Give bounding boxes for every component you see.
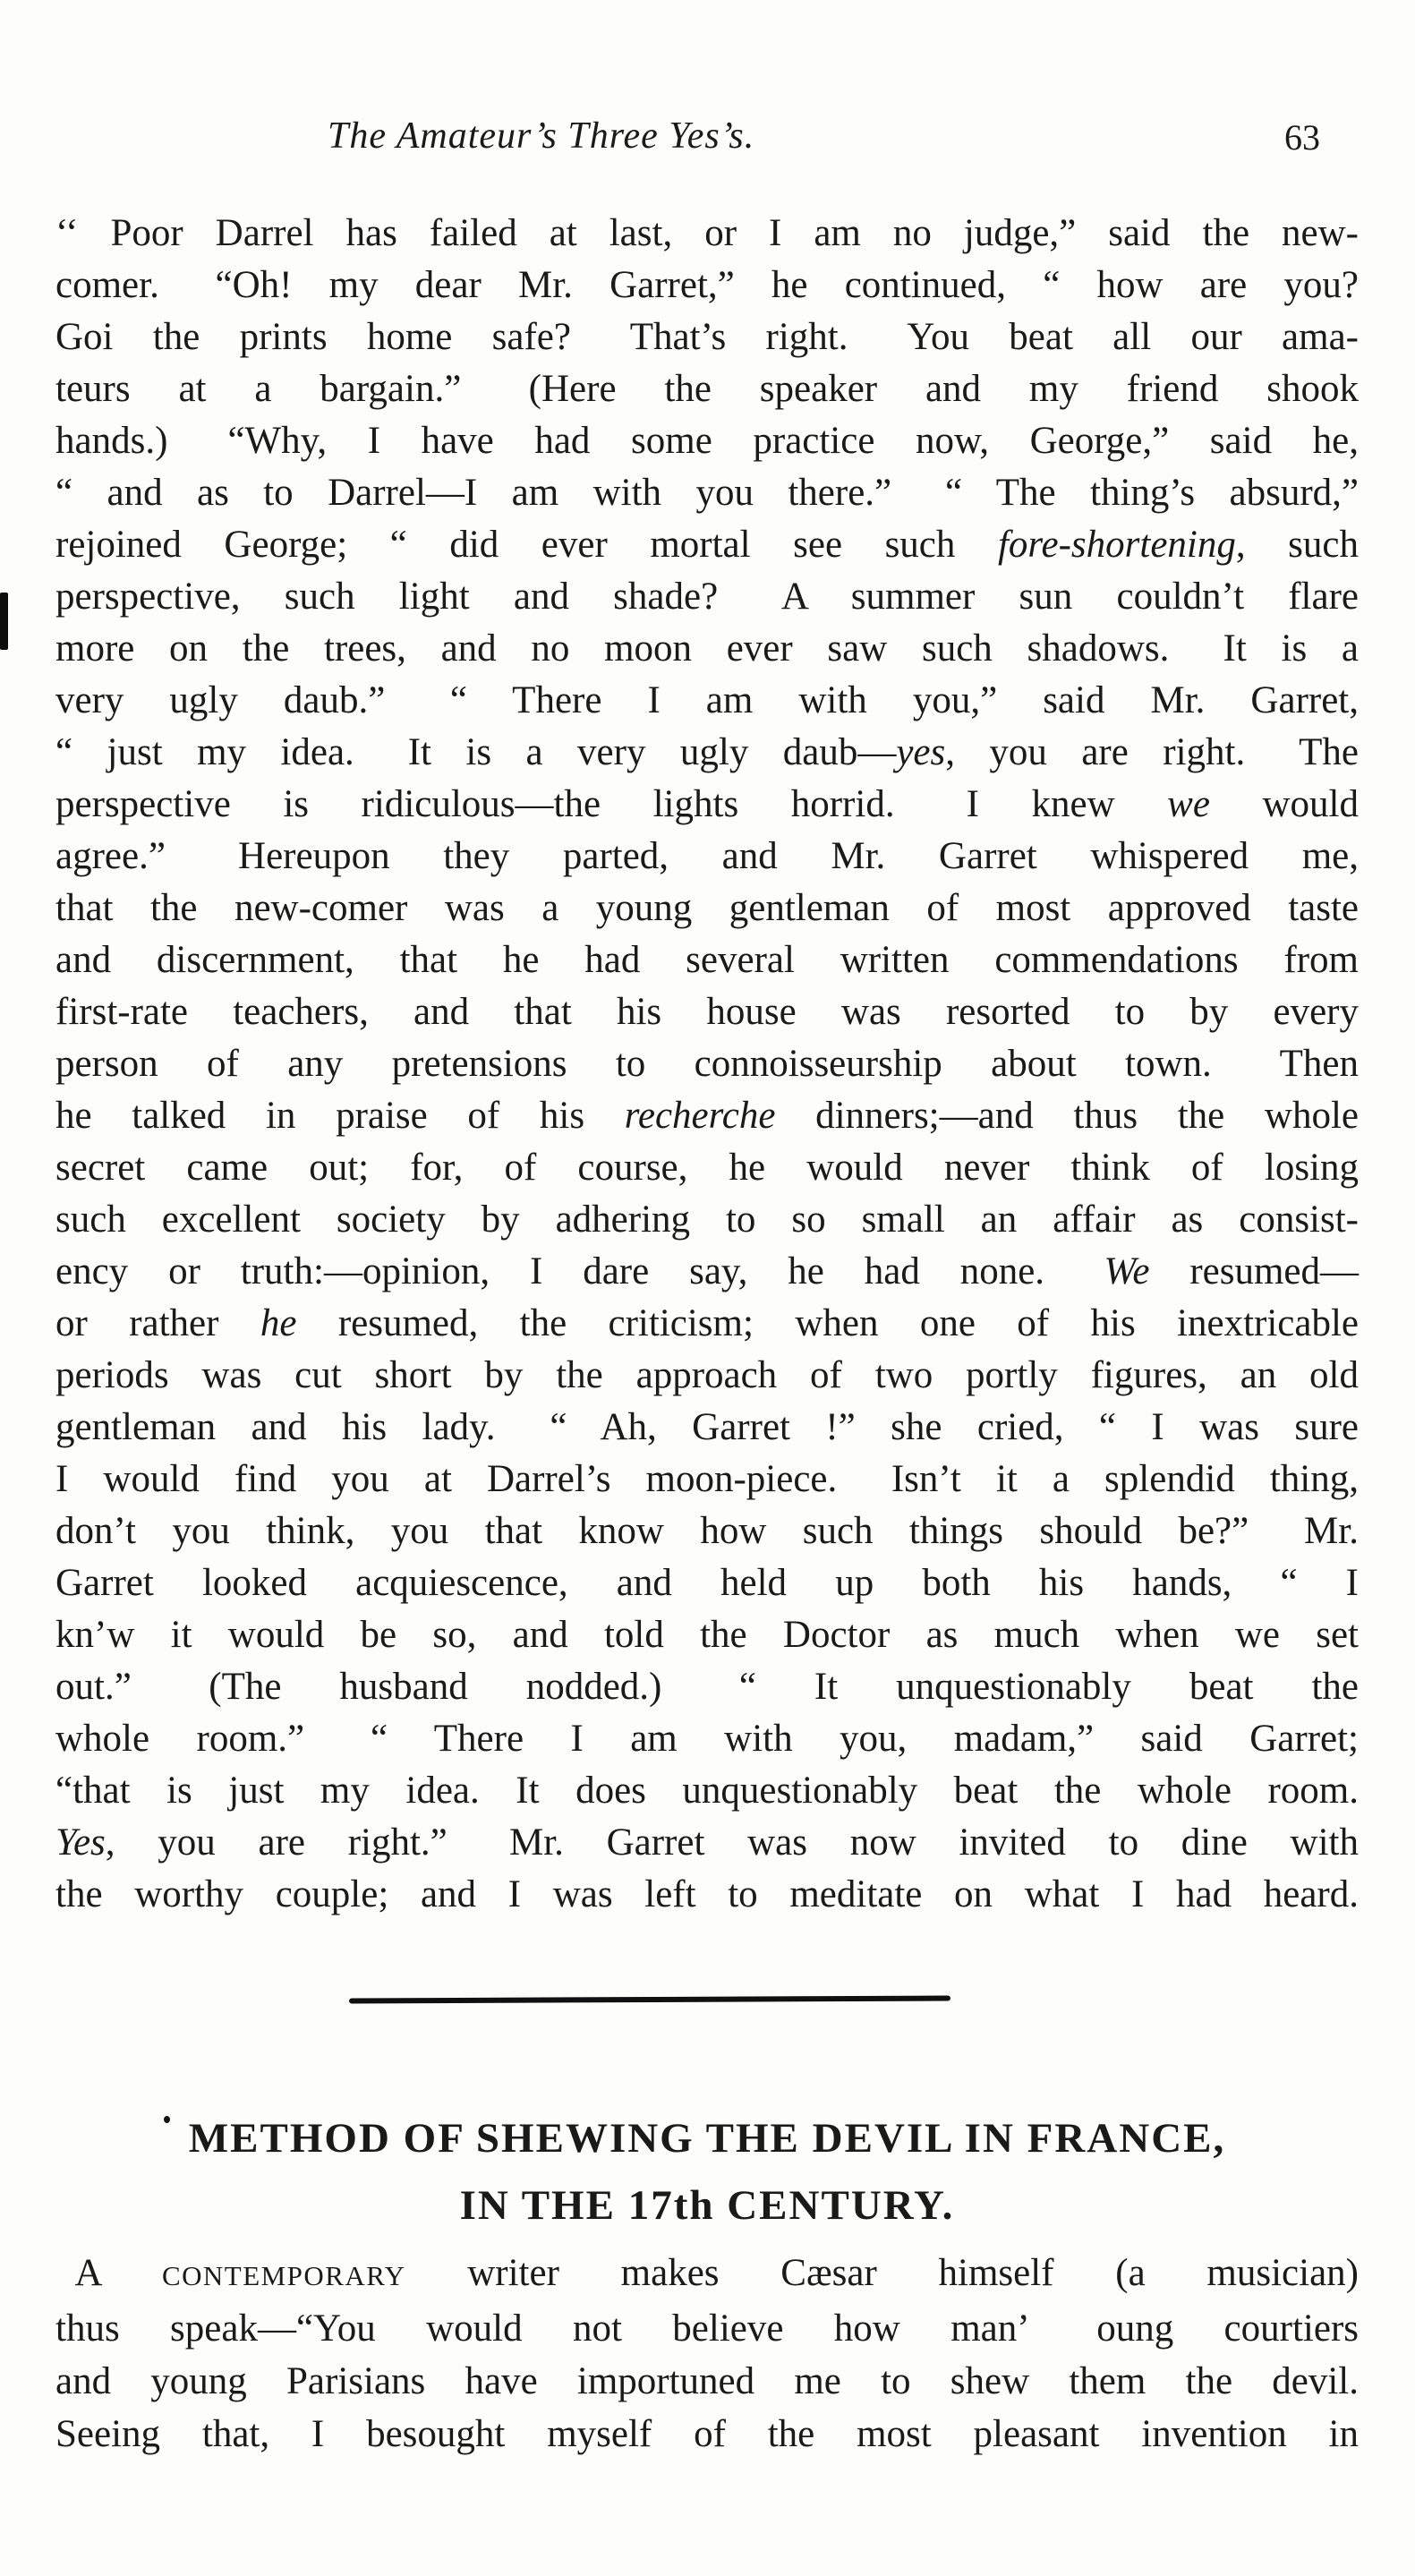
text-segment: secret came out; for, of course, he would never think of losing bbox=[55, 1147, 1359, 1189]
scan-ink-dot-artifact bbox=[164, 2116, 170, 2123]
text-line bbox=[55, 1454, 1359, 1506]
text-segment-smallcaps: CONTEMPORARY bbox=[161, 2260, 406, 2291]
text-line bbox=[55, 934, 1359, 986]
text-line bbox=[55, 1869, 1359, 1921]
text-line bbox=[55, 1661, 1359, 1713]
text-segment: first-rate teachers, and that his house was resorted to by every bbox=[55, 991, 1359, 1033]
text-segment: I would find you at Darrel’s moon-piece. Isn’t it a splendid thing, bbox=[55, 1458, 1359, 1500]
text-line bbox=[55, 623, 1359, 675]
text-line bbox=[55, 2302, 1359, 2355]
text-segment: “that is just my idea. It does unquestionably beat the whole room. bbox=[55, 1770, 1359, 1812]
text-segment: agree.” Hereupon they parted, and Mr. Garret whispered me, bbox=[55, 835, 1359, 877]
text-segment: Garret looked acquiescence, and held up both his hands, “ I bbox=[55, 1562, 1359, 1604]
text-line bbox=[55, 260, 1359, 311]
text-segment: and discernment, that he had several written commendations from bbox=[55, 939, 1359, 981]
text-segment-italic: recherche bbox=[624, 1095, 776, 1137]
article-heading-line-2: IN THE 17th CENTURY. bbox=[459, 2182, 955, 2229]
text-segment: “ just my idea. It is a very ugly daub— bbox=[55, 731, 897, 773]
text-segment-italic: We bbox=[1104, 1250, 1150, 1292]
text-segment: , such bbox=[1235, 524, 1359, 566]
page-number: 63 bbox=[1284, 117, 1320, 158]
text-segment: would bbox=[1209, 783, 1359, 825]
text-line bbox=[55, 883, 1359, 934]
text-line bbox=[55, 1609, 1359, 1661]
text-segment: Seeing that, I besought myself of the most pleasant invention in bbox=[55, 2413, 1359, 2455]
text-line bbox=[55, 1038, 1359, 1090]
text-segment: Goi the prints home safe? That’s right. You beat all our ama- bbox=[55, 316, 1359, 358]
text-line bbox=[55, 2247, 1359, 2302]
text-segment-italic: yes bbox=[896, 731, 946, 773]
text-segment: more on the trees, and no moon ever saw such shadows. It is a bbox=[55, 627, 1359, 670]
text-segment: the worthy couple; and I was left to meditate on what I had heard. bbox=[55, 1873, 1359, 1915]
text-segment-italic: fore-shortening bbox=[997, 524, 1236, 566]
text-segment: very ugly daub.” “ There I am with you,” said Mr. Garret, bbox=[55, 679, 1359, 721]
text-line bbox=[55, 467, 1359, 519]
text-line bbox=[55, 1765, 1359, 1817]
text-line bbox=[55, 1506, 1359, 1557]
text-line bbox=[55, 1246, 1359, 1298]
text-segment: such excellent society by adhering to so small an affair as consist- bbox=[55, 1198, 1359, 1241]
text-line bbox=[55, 1298, 1359, 1350]
text-segment: A bbox=[55, 2252, 162, 2294]
text-line bbox=[55, 571, 1359, 623]
article-heading bbox=[55, 2105, 1359, 2239]
text-line bbox=[55, 2408, 1359, 2461]
text-segment: gentleman and his lady. “ Ah, Garret !” she cried, “ I was sure bbox=[55, 1406, 1359, 1448]
text-line bbox=[55, 675, 1359, 727]
text-segment: and young Parisians have importuned me to shew them the devil. bbox=[55, 2360, 1359, 2402]
article-heading-line-1: METHOD OF SHEWING THE DEVIL IN FRANCE, bbox=[188, 2115, 1226, 2162]
text-segment: , you are right.” Mr. Garret was now invited to dine with bbox=[105, 1821, 1359, 1864]
text-line bbox=[55, 519, 1359, 571]
text-segment: ency or truth:—opinion, I dare say, he had none. bbox=[55, 1250, 1104, 1292]
text-segment: “ and as to Darrel—I am with you there.” “ The thing’s absurd,” bbox=[55, 472, 1359, 514]
text-line bbox=[55, 1194, 1359, 1246]
text-line bbox=[55, 1402, 1359, 1454]
text-line bbox=[55, 415, 1359, 467]
running-title: The Amateur’s Three Yes’s. bbox=[328, 115, 755, 157]
text-segment: thus speak—“You would not believe how man’ oung courtiers bbox=[55, 2307, 1359, 2350]
text-segment: perspective is ridiculous—the lights horrid. I knew bbox=[55, 783, 1168, 825]
text-segment: resumed, the criticism; when one of his inextricable bbox=[296, 1302, 1360, 1344]
text-segment: rejoined George; “ did ever mortal see such bbox=[55, 524, 998, 566]
text-segment-italic: Yes bbox=[55, 1821, 106, 1864]
article-amateurs-three-yess-body bbox=[55, 208, 1359, 1921]
text-line bbox=[55, 727, 1359, 779]
text-segment: teurs at a bargain.” (Here the speaker and my friend shook bbox=[55, 368, 1359, 410]
text-line bbox=[55, 1817, 1359, 1869]
text-segment: periods was cut short by the approach of two portly figures, an old bbox=[55, 1354, 1359, 1396]
text-segment: out.” (The husband nodded.) “ It unquestionably beat the bbox=[55, 1666, 1359, 1708]
text-line bbox=[55, 986, 1359, 1038]
text-line bbox=[55, 363, 1359, 415]
text-line bbox=[55, 779, 1359, 831]
text-line bbox=[55, 1713, 1359, 1765]
text-segment: dinners;—and thus the whole bbox=[775, 1095, 1359, 1137]
text-segment-italic: he bbox=[260, 1302, 297, 1344]
text-segment: ‘‘ Poor Darrel has failed at last, or I am no judge,” said the new- bbox=[55, 212, 1359, 254]
text-segment: hands.) “Why, I have had some practice now, George,” said he, bbox=[55, 420, 1359, 462]
text-segment: writer makes Cæsar himself (a musician) bbox=[405, 2252, 1359, 2294]
text-segment: or rather bbox=[55, 1302, 260, 1344]
text-segment: resumed— bbox=[1149, 1250, 1360, 1292]
text-segment: , you are right. The bbox=[945, 731, 1359, 773]
text-line bbox=[55, 2355, 1359, 2408]
text-segment: that the new-comer was a young gentleman of most approved taste bbox=[55, 887, 1359, 929]
section-divider-rule bbox=[349, 1996, 950, 2004]
text-line bbox=[55, 1142, 1359, 1194]
text-line bbox=[55, 311, 1359, 363]
text-line bbox=[55, 208, 1359, 260]
text-segment: person of any pretensions to connoisseurship about town. Then bbox=[55, 1043, 1359, 1085]
text-segment: comer. “Oh! my dear Mr. Garret,” he continued, “ how are you? bbox=[55, 264, 1359, 306]
article-method-of-shewing-the-devil-body bbox=[55, 2247, 1359, 2461]
text-segment: don’t you think, you that know how such things should be?” Mr. bbox=[55, 1510, 1359, 1552]
text-line bbox=[55, 1350, 1359, 1402]
text-segment: kn’w it would be so, and told the Doctor as much when we set bbox=[55, 1614, 1359, 1656]
text-line bbox=[55, 831, 1359, 883]
text-segment: whole room.” “ There I am with you, madam,” said Garret; bbox=[55, 1718, 1359, 1760]
text-segment: perspective, such light and shade? A summer sun couldn’t flare bbox=[55, 576, 1359, 618]
text-segment: he talked in praise of his bbox=[55, 1095, 625, 1137]
scan-margin-artifact bbox=[0, 593, 8, 650]
text-segment-italic: we bbox=[1167, 783, 1210, 825]
text-line bbox=[55, 1090, 1359, 1142]
text-line bbox=[55, 1557, 1359, 1609]
